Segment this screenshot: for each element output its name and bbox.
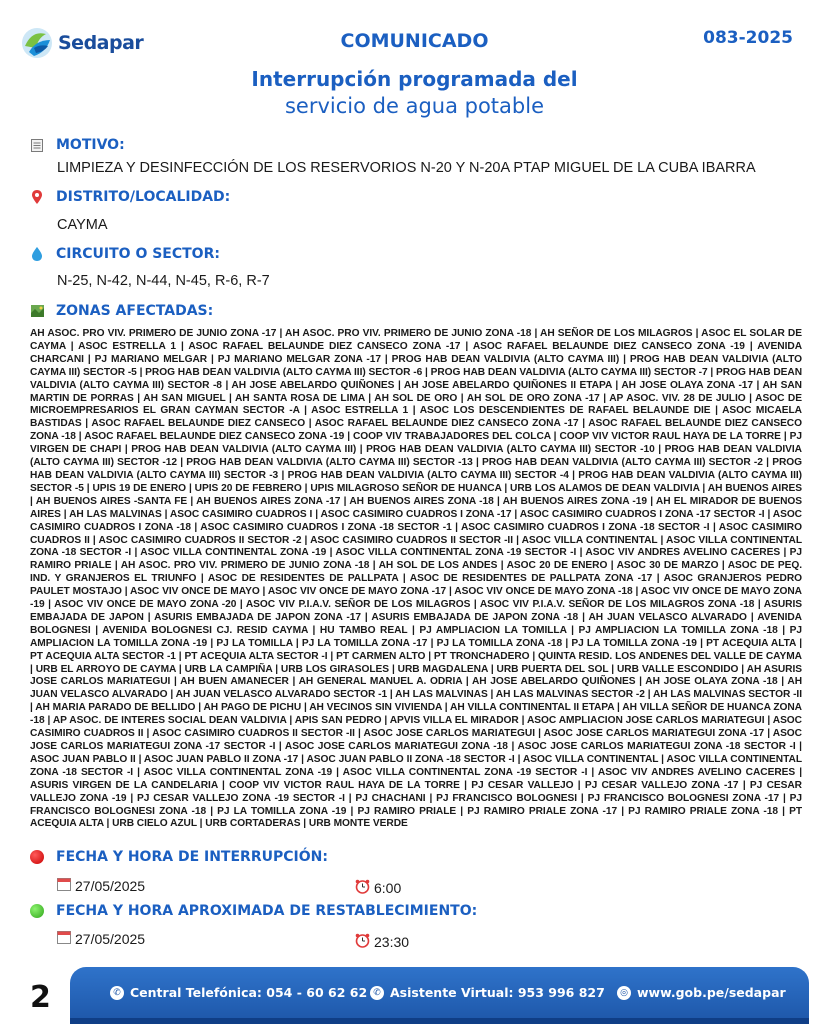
restablecimiento-section bbox=[30, 903, 477, 919]
interrupcion-date bbox=[57, 877, 145, 894]
circuito-section bbox=[30, 246, 220, 262]
footer-bar bbox=[70, 967, 809, 1024]
phone-icon: ✆ bbox=[110, 986, 124, 1000]
zonas-section bbox=[30, 303, 213, 319]
page-number: 2 bbox=[30, 980, 51, 1015]
footer-phone-text: Central Telefónica: 054 - 60 62 62 bbox=[130, 985, 368, 1000]
document-heading: COMUNICADO bbox=[340, 30, 489, 52]
water-drop-icon bbox=[30, 247, 44, 261]
footer-web[interactable] bbox=[617, 985, 786, 1000]
distrito-value: CAYMA bbox=[57, 217, 108, 233]
interrupcion-date-value: 27/05/2025 bbox=[75, 877, 146, 894]
logo-text: Sedapar bbox=[58, 32, 144, 54]
whatsapp-icon: ✆ bbox=[370, 986, 384, 1000]
interrupcion-section bbox=[30, 849, 328, 865]
footer-web-text: www.gob.pe/sedapar bbox=[637, 985, 786, 1000]
restablecimiento-label: FECHA Y HORA APROXIMADA DE RESTABLECIMIENTO: bbox=[56, 903, 478, 919]
footer-assistant[interactable] bbox=[370, 985, 605, 1000]
restablecimiento-date-value: 27/05/2025 bbox=[75, 930, 146, 947]
interrupcion-time bbox=[355, 879, 401, 897]
distrito-section bbox=[30, 189, 230, 205]
footer-phone[interactable] bbox=[110, 985, 367, 1000]
motivo-label: MOTIVO: bbox=[56, 137, 125, 153]
zonas-label: ZONAS AFECTADAS: bbox=[56, 303, 214, 319]
distrito-label: DISTRITO/LOCALIDAD: bbox=[56, 189, 231, 205]
zonas-list: AH ASOC. PRO VIV. PRIMERO DE JUNIO ZONA -17 | AH ASOC. PRO VIV. PRIMERO DE JUNIO ZONA -18 | AH SEÑOR DE LOS MILAGROS | ASOC EL SOLAR DE CAYMA | ASOC ESTRELLA 1 | ASOC RAFAEL BELAUNDE DIEZ CANSECO ZONA -17 | ASOC RAFAEL BELAUNDE DIEZ CANSECO ZONA -19 | AVENIDA CHARCANI | PJ MARIANO MELGAR | PJ MARIANO MELGAR ZONA -17 | PROG HAB DEAN VALDIVIA (ALTO CAYMA III) | PROG HAB DEAN VALDIVIA (ALTO CAYMA III) SECTOR -5 | PROG HAB DEAN VALDIVIA (ALTO CAYMA III) SECTOR -6 | PROG HAB DEAN VALDIVIA (ALTO CAYMA III) SECTOR -7 | PROG HAB DEAN VALDIVIA (ALTO CAYMA III) SECTOR -8 | AH JOSE ABELARDO QUIÑONES | AH JOSE ABELARDO QUIÑONES II ETAPA | AH JOSE OLAYA ZONA -17 | AH SAN MARTIN DE PORRAS | AH SAN MIGUEL | AH SANTA ROSA DE LIMA | AH SOL DE ORO | AH SOL DE ORO ZONA -17 | AP ASOC. VIV. 28 DE JULIO | ASOC DE MICROEMPRESARIOS EL GRAN CAYMAN SECTOR -A | ASOC ESTRELLA 1 | ASOC LOS DESCENDIENTES DE RAFAEL BELAUNDE DIE | ASOC MICAELA BASTIDAS | ASOC RAFAEL BELAUNDE DIEZ CANSECO | ASOC RAFAEL BELAUNDE DIEZ CANSECO ZONA -17 | ASOC RAFAEL BELAUNDE DIEZ CANSECO ZONA -18 | ASOC RAFAEL BELAUNDE DIEZ CANSECO ZONA -19 | COOP VIV TRABAJADORES DEL COLCA | COOP VIV VICTOR RAUL HAYA DE LA TORRE | PJ VIRGEN DE CHAPI | PROG HAB DEAN VALDIVIA (ALTO CAYMA III) | PROG HAB DEAN VALDIVIA (ALTO CAYMA III) SECTOR -10 | PROG HAB DEAN VALDIVIA (ALTO CAYMA III) SECTOR -12 | PROG HAB DEAN VALDIVIA (ALTO CAYMA III) SECTOR -13 | PROG HAB DEAN VALDIVIA (ALTO CAYMA III) SECTOR -2 | PROG HAB DEAN VALDIVIA (ALTO CAYMA III) SECTOR -3 | PROG HAB DEAN VALDIVIA (ALTO CAYMA III) SECTOR -4 | PROG HAB DEAN VALDIVIA (ALTO CAYMA III) SECTOR -5 | UPIS 19 DE ENERO | UPIS 20 DE FEBRERO | UPIS MILAGROSO SEÑOR DE HUANCA | URB LOS ALAMOS DE DEAN VALDIVIA | AH BUENOS AIRES | AH BUENOS AIRES -SANTA FE | AH BUENOS AIRES ZONA -17 | AH BUENOS AIRES ZONA -18 | AH BUENOS AIRES ZONA -19 | AH EL MIRADOR DE BUENOS AIRES | AH LAS MALVINAS | ASOC CASIMIRO CUADROS I | ASOC CASIMIRO CUADROS I ZONA -17 | ASOC CASIMIRO CUADROS I ZONA -17 SECTOR -I | ASOC CASIMIRO CUADROS I ZONA -18 | ASOC CASIMIRO CUADROS I ZONA -18 SECTOR -1 | ASOC CASIMIRO CUADROS I ZONA -18 SECTOR -I | ASOC CASIMIRO CUADROS II | ASOC CASIMIRO CUADROS II SECTOR -2 | ASOC CASIMIRO CUADROS II SECTOR -II | ASOC VILLA CONTINENTAL | ASOC VILLA CONTINENTAL ZONA -18 SECTOR -I | ASOC VILLA CONTINENTAL ZONA -19 | ASOC VILLA CONTINENTAL ZONA -19 SECTOR -I | ASOC VIV ANDRES AVELINO CACERES | PJ RAMIRO PRIALE | AH ASOC. PRO VIV. PRIMERO DE JUNIO ZONA -18 | AH SOL DE LOS ANDES | ASOC 20 DE ENERO | ASOC 30 DE MARZO | ASOC DE PEQ. IND. Y GRANJEROS EL TRIUNFO | ASOC DE RESIDENTES DE PALLPATA | ASOC DE RESIDENTES DE PALLPATA ZONA -17 | ASOC GRANJEROS PEDRO PAULET MOSTAJO | ASOC VIV ONCE DE MAYO | ASOC VIV ONCE DE MAYO ZONA -17 | ASOC VIV ONCE DE MAYO ZONA -18 | ASOC VIV ONCE DE MAYO ZONA -19 | ASOC VIV ONCE DE MAYO ZONA -20 | ASOC VIV P.I.A.V. SEÑOR DE LOS MILAGROS | ASOC VIV P.I.A.V. SEÑOR DE LOS MILAGROS ZONA -18 | ASURIS EMBAJADA DE JAPON | ASURIS EMBAJADA DE JAPON ZONA -17 | ASURIS EMBAJADA DE JAPON ZONA -18 | AH JUAN VELASCO ALVARADO | AVENIDA BOLOGNESI | AVENIDA BOLOGNESI CJ. RESID CAYMA | HU TAMBO REAL | PJ AMPLIACION LA TOMILLA | PJ AMPLIACION LA TOMILLA ZONA -18 | PJ AMPLIACION LA TOMILLA ZONA -19 | PJ LA TOMILLA | PJ LA TOMILLA ZONA -17 | PJ LA TOMILLA ZONA -18 | PJ LA TOMILLA ZONA -19 | PT ACEQUIA ALTA | PT ACEQUIA ALTA SECTOR -1 | PT ACEQUIA ALTA SECTOR -I | PT CARMEN ALTO | PT TRONCHADERO | QUINTA RESID. LOS ANDENES DEL VALLE DE CAYMA | URB EL ARROYO DE CAYMA | URB LA CAMPIÑA | URB LOS GIRASOLES | URB MAGDALENA | URB PUERTA DEL SOL | URB VALLE ESCONDIDO | AH ASURIS JOSE CARLOS MARIATEGUI | AH BUEN AMANECER | AH GENERAL MANUEL A. ODRIA | AH JOSE ABELARDO QUIÑONES | AH JOSE OLAYA ZONA -18 | AH JUAN VELASCO ALVARADO | AH JUAN VELASCO ALVARADO SECTOR -1 | AH LAS MALVINAS | AH LAS MALVINAS SECTOR -2 | AH LAS MALVINAS SECTOR -II | AH MARIA PARADO DE BELLIDO | AH PAGO DE PICHU | AH VECINOS SIN VIVIENDA | AH VILLA CONTINENTAL II ETAPA | AH VILLA SEÑOR DE HUANCA ZONA -18 | AP ASOC. DE INTERES SOCIAL DEAN VALDIVIA | APIS SAN PEDRO | APVIS VILLA EL MIRADOR | ASOC AMPLIACION JOSE CARLOS MARIATEGUI | ASOC CASIMIRO CUADROS II | ASOC CASIMIRO CUADROS II SECTOR -II | ASOC JOSE CARLOS MARIATEGUI | ASOC JOSE CARLOS MARIATEGUI ZONA -17 | ASOC JOSE CARLOS MARIATEGUI ZONA -17 SECTOR -I | ASOC JOSE CARLOS MARIATEGUI ZONA -18 | ASOC JOSE CARLOS MARIATEGUI ZONA -18 SECTOR -I | ASOC JUAN PABLO II | ASOC JUAN PABLO II ZONA -17 | ASOC JUAN PABLO II ZONA -18 SECTOR -I | ASOC VILLA CONTINENTAL | ASOC VILLA CONTINENTAL ZONA -18 SECTOR -I | ASOC VILLA CONTINENTAL ZONA -19 | ASOC VILLA CONTINENTAL ZONA -19 SECTOR -I | ASOC VIV ANDRES AVELINO CACERES | ASURIS VIRGEN DE LA CANDELARIA | COOP VIV VICTOR RAUL HAYA DE LA TORRE | PJ CESAR VALLEJO | PJ CESAR VALLEJO ZONA -17 | PJ CESAR VALLEJO ZONA -19 | PJ CESAR VALLEJO ZONA -19 SECTOR -I | PJ CHACHANI | PJ FRANCISCO BOLOGNESI | PJ FRANCISCO BOLOGNESI ZONA -17 | PJ FRANCISCO BOLOGNESI ZONA -18 | PJ LA TOMILLA ZONA -19 | PJ RAMIRO PRIALE | PJ RAMIRO PRIALE ZONA -17 | PJ RAMIRO PRIALE ZONA -18 | PT ACEQUIA ALTA | URB CIELO AZUL | URB CORTADERAS | URB MONTE VERDE bbox=[30, 328, 802, 830]
restablecimiento-time bbox=[355, 933, 409, 951]
interrupcion-label: FECHA Y HORA DE INTERRUPCIÓN: bbox=[56, 849, 328, 865]
motivo-section bbox=[30, 137, 125, 153]
footer-assistant-text: Asistente Virtual: 953 996 827 bbox=[390, 985, 605, 1000]
restablecimiento-date bbox=[57, 930, 145, 947]
alarm-clock-icon bbox=[355, 879, 370, 897]
circuito-value: N-25, N-42, N-44, N-45, R-6, R-7 bbox=[57, 273, 270, 289]
location-pin-icon bbox=[30, 190, 44, 204]
motivo-value: LIMPIEZA Y DESINFECCIÓN DE LOS RESERVORIOS N-20 Y N-20A PTAP MIGUEL DE LA CUBA IBARRA bbox=[57, 160, 756, 176]
title-line-1: Interrupción programada del bbox=[251, 67, 578, 91]
notepad-icon bbox=[30, 138, 44, 152]
globe-icon: ◎ bbox=[617, 986, 631, 1000]
alarm-clock-icon bbox=[355, 933, 370, 951]
interrupcion-time-value: 6:00 bbox=[374, 880, 402, 896]
calendar-icon bbox=[57, 930, 71, 947]
map-icon bbox=[30, 304, 44, 318]
title-line-2: servicio de agua potable bbox=[284, 94, 544, 118]
red-dot-icon bbox=[30, 850, 44, 864]
document-number: 083-2025 bbox=[703, 28, 793, 48]
restablecimiento-time-value: 23:30 bbox=[374, 934, 410, 950]
circuito-label: CIRCUITO O SECTOR: bbox=[56, 246, 220, 262]
calendar-icon bbox=[57, 877, 71, 894]
green-dot-icon bbox=[30, 904, 44, 918]
